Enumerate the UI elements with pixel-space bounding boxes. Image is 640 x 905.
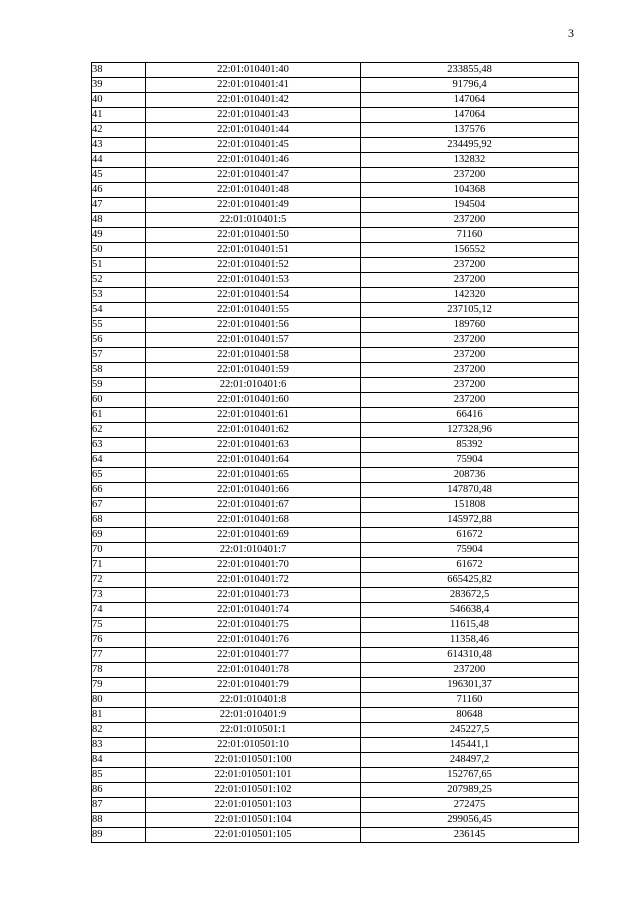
cadastral-number-cell: 22:01:010401:60 <box>146 393 361 408</box>
table-row <box>92 468 579 483</box>
cadastral-value-cell: 194504 <box>361 198 579 213</box>
row-number-cell: 43 <box>92 138 146 153</box>
cadastral-number-cell: 22:01:010401:42 <box>146 93 361 108</box>
table-row <box>92 693 579 708</box>
table-row <box>92 438 579 453</box>
row-number-cell: 41 <box>92 108 146 123</box>
cadastral-number-cell: 22:01:010401:52 <box>146 258 361 273</box>
cadastral-number-cell: 22:01:010401:45 <box>146 138 361 153</box>
cadastral-value-cell: 137576 <box>361 123 579 138</box>
row-number-cell: 58 <box>92 363 146 378</box>
cadastral-value-cell: 156552 <box>361 243 579 258</box>
cadastral-number-cell: 22:01:010401:64 <box>146 453 361 468</box>
cadastral-value-cell: 145441,1 <box>361 738 579 753</box>
row-number-cell: 70 <box>92 543 146 558</box>
table-row <box>92 783 579 798</box>
table-row <box>92 78 579 93</box>
table-row <box>92 543 579 558</box>
cadastral-number-cell: 22:01:010401:46 <box>146 153 361 168</box>
cadastral-value-cell: 665425,82 <box>361 573 579 588</box>
page-number: 3 <box>568 26 574 40</box>
table-row <box>92 138 579 153</box>
cadastral-number-cell: 22:01:010401:6 <box>146 378 361 393</box>
cadastral-number-cell: 22:01:010401:48 <box>146 183 361 198</box>
cadastral-value-cell: 237200 <box>361 348 579 363</box>
cadastral-value-cell: 104368 <box>361 183 579 198</box>
table-row <box>92 723 579 738</box>
cadastral-value-cell: 75904 <box>361 453 579 468</box>
cadastral-value-cell: 132832 <box>361 153 579 168</box>
cadastral-value-cell: 75904 <box>361 543 579 558</box>
cadastral-value-cell: 237200 <box>361 213 579 228</box>
cadastral-value-cell: 11358,46 <box>361 633 579 648</box>
table-body <box>92 63 579 843</box>
row-number-cell: 47 <box>92 198 146 213</box>
cadastral-value-cell: 208736 <box>361 468 579 483</box>
table-row <box>92 708 579 723</box>
cadastral-number-cell: 22:01:010501:104 <box>146 813 361 828</box>
row-number-cell: 65 <box>92 468 146 483</box>
cadastral-value-cell: 283672,5 <box>361 588 579 603</box>
table-row <box>92 663 579 678</box>
cadastral-number-cell: 22:01:010501:105 <box>146 828 361 843</box>
row-number-cell: 75 <box>92 618 146 633</box>
cadastral-value-cell: 237200 <box>361 273 579 288</box>
cadastral-number-cell: 22:01:010401:77 <box>146 648 361 663</box>
row-number-cell: 67 <box>92 498 146 513</box>
cadastral-value-cell: 237200 <box>361 258 579 273</box>
cadastral-number-cell: 22:01:010401:73 <box>146 588 361 603</box>
cadastral-number-cell: 22:01:010401:63 <box>146 438 361 453</box>
table-row <box>92 483 579 498</box>
cadastral-number-cell: 22:01:010401:76 <box>146 633 361 648</box>
table-row <box>92 603 579 618</box>
table-row <box>92 348 579 363</box>
table-row <box>92 63 579 78</box>
cadastral-number-cell: 22:01:010401:41 <box>146 78 361 93</box>
cadastral-number-cell: 22:01:010501:10 <box>146 738 361 753</box>
row-number-cell: 63 <box>92 438 146 453</box>
cadastral-value-cell: 237200 <box>361 663 579 678</box>
cadastral-number-cell: 22:01:010401:53 <box>146 273 361 288</box>
cadastral-number-cell: 22:01:010501:100 <box>146 753 361 768</box>
row-number-cell: 68 <box>92 513 146 528</box>
row-number-cell: 62 <box>92 423 146 438</box>
cadastral-number-cell: 22:01:010501:102 <box>146 783 361 798</box>
cadastral-value-cell: 147064 <box>361 108 579 123</box>
cadastral-value-cell: 11615,48 <box>361 618 579 633</box>
table-row <box>92 813 579 828</box>
table-row <box>92 498 579 513</box>
table-row <box>92 288 579 303</box>
row-number-cell: 56 <box>92 333 146 348</box>
cadastral-number-cell: 22:01:010401:50 <box>146 228 361 243</box>
row-number-cell: 55 <box>92 318 146 333</box>
row-number-cell: 44 <box>92 153 146 168</box>
cadastral-value-cell: 233855,48 <box>361 63 579 78</box>
table-row <box>92 618 579 633</box>
table-row <box>92 363 579 378</box>
cadastral-value-cell: 207989,25 <box>361 783 579 798</box>
cadastral-value-cell: 272475 <box>361 798 579 813</box>
row-number-cell: 85 <box>92 768 146 783</box>
cadastral-value-cell: 196301,37 <box>361 678 579 693</box>
row-number-cell: 49 <box>92 228 146 243</box>
row-number-cell: 59 <box>92 378 146 393</box>
row-number-cell: 60 <box>92 393 146 408</box>
cadastral-value-cell: 237200 <box>361 168 579 183</box>
cadastral-value-cell: 614310,48 <box>361 648 579 663</box>
cadastral-value-cell: 237200 <box>361 393 579 408</box>
cadastral-number-cell: 22:01:010401:8 <box>146 693 361 708</box>
table-row <box>92 768 579 783</box>
row-number-cell: 87 <box>92 798 146 813</box>
row-number-cell: 66 <box>92 483 146 498</box>
table-row <box>92 318 579 333</box>
table-row <box>92 243 579 258</box>
table-row <box>92 513 579 528</box>
table-row <box>92 423 579 438</box>
cadastral-value-cell: 80648 <box>361 708 579 723</box>
row-number-cell: 38 <box>92 63 146 78</box>
row-number-cell: 42 <box>92 123 146 138</box>
cadastral-number-cell: 22:01:010401:70 <box>146 558 361 573</box>
table-row <box>92 108 579 123</box>
row-number-cell: 78 <box>92 663 146 678</box>
row-number-cell: 46 <box>92 183 146 198</box>
row-number-cell: 84 <box>92 753 146 768</box>
row-number-cell: 52 <box>92 273 146 288</box>
row-number-cell: 64 <box>92 453 146 468</box>
row-number-cell: 88 <box>92 813 146 828</box>
row-number-cell: 53 <box>92 288 146 303</box>
cadastral-value-cell: 189760 <box>361 318 579 333</box>
table-row <box>92 408 579 423</box>
table-row <box>92 258 579 273</box>
table-row <box>92 453 579 468</box>
row-number-cell: 39 <box>92 78 146 93</box>
cadastral-value-cell: 236145 <box>361 828 579 843</box>
table-row <box>92 153 579 168</box>
cadastral-value-cell: 66416 <box>361 408 579 423</box>
table-row <box>92 573 579 588</box>
table-row <box>92 393 579 408</box>
table-row <box>92 528 579 543</box>
cadastral-number-cell: 22:01:010401:9 <box>146 708 361 723</box>
cadastral-number-cell: 22:01:010401:66 <box>146 483 361 498</box>
cadastral-value-cell: 71160 <box>361 228 579 243</box>
cadastral-number-cell: 22:01:010401:72 <box>146 573 361 588</box>
table-row <box>92 93 579 108</box>
cadastral-number-cell: 22:01:010401:44 <box>146 123 361 138</box>
cadastral-number-cell: 22:01:010401:75 <box>146 618 361 633</box>
cadastral-value-cell: 71160 <box>361 693 579 708</box>
row-number-cell: 69 <box>92 528 146 543</box>
table-row <box>92 183 579 198</box>
row-number-cell: 72 <box>92 573 146 588</box>
row-number-cell: 80 <box>92 693 146 708</box>
table-row <box>92 213 579 228</box>
cadastral-number-cell: 22:01:010401:43 <box>146 108 361 123</box>
cadastral-number-cell: 22:01:010401:68 <box>146 513 361 528</box>
table-row <box>92 123 579 138</box>
cadastral-number-cell: 22:01:010401:65 <box>146 468 361 483</box>
cadastral-number-cell: 22:01:010401:58 <box>146 348 361 363</box>
table-row <box>92 333 579 348</box>
cadastral-value-cell: 237200 <box>361 378 579 393</box>
cadastral-value-cell: 152767,65 <box>361 768 579 783</box>
cadastral-number-cell: 22:01:010401:59 <box>146 363 361 378</box>
cadastral-value-table <box>91 62 579 843</box>
cadastral-number-cell: 22:01:010401:5 <box>146 213 361 228</box>
table-row <box>92 648 579 663</box>
table-row <box>92 228 579 243</box>
cadastral-number-cell: 22:01:010501:1 <box>146 723 361 738</box>
cadastral-number-cell: 22:01:010401:61 <box>146 408 361 423</box>
cadastral-value-cell: 245227,5 <box>361 723 579 738</box>
cadastral-value-cell: 145972,88 <box>361 513 579 528</box>
table-row <box>92 738 579 753</box>
cadastral-number-cell: 22:01:010401:57 <box>146 333 361 348</box>
table-row <box>92 273 579 288</box>
table-row <box>92 678 579 693</box>
row-number-cell: 45 <box>92 168 146 183</box>
table-row <box>92 198 579 213</box>
row-number-cell: 81 <box>92 708 146 723</box>
cadastral-value-cell: 61672 <box>361 528 579 543</box>
table-row <box>92 168 579 183</box>
cadastral-number-cell: 22:01:010401:55 <box>146 303 361 318</box>
row-number-cell: 82 <box>92 723 146 738</box>
cadastral-number-cell: 22:01:010501:103 <box>146 798 361 813</box>
cadastral-value-cell: 237200 <box>361 333 579 348</box>
cadastral-value-cell: 147870,48 <box>361 483 579 498</box>
row-number-cell: 57 <box>92 348 146 363</box>
cadastral-number-cell: 22:01:010401:47 <box>146 168 361 183</box>
cadastral-value-cell: 546638,4 <box>361 603 579 618</box>
table-row <box>92 753 579 768</box>
cadastral-number-cell: 22:01:010501:101 <box>146 768 361 783</box>
row-number-cell: 89 <box>92 828 146 843</box>
row-number-cell: 74 <box>92 603 146 618</box>
cadastral-value-cell: 151808 <box>361 498 579 513</box>
table-row <box>92 828 579 843</box>
table-row <box>92 633 579 648</box>
cadastral-number-cell: 22:01:010401:69 <box>146 528 361 543</box>
cadastral-number-cell: 22:01:010401:49 <box>146 198 361 213</box>
row-number-cell: 50 <box>92 243 146 258</box>
cadastral-number-cell: 22:01:010401:56 <box>146 318 361 333</box>
cadastral-value-cell: 85392 <box>361 438 579 453</box>
cadastral-value-cell: 248497,2 <box>361 753 579 768</box>
cadastral-number-cell: 22:01:010401:74 <box>146 603 361 618</box>
cadastral-number-cell: 22:01:010401:79 <box>146 678 361 693</box>
cadastral-value-cell: 61672 <box>361 558 579 573</box>
table-row <box>92 588 579 603</box>
cadastral-number-cell: 22:01:010401:54 <box>146 288 361 303</box>
cadastral-value-cell: 142320 <box>361 288 579 303</box>
row-number-cell: 76 <box>92 633 146 648</box>
cadastral-number-cell: 22:01:010401:51 <box>146 243 361 258</box>
row-number-cell: 71 <box>92 558 146 573</box>
cadastral-number-cell: 22:01:010401:7 <box>146 543 361 558</box>
cadastral-value-cell: 234495,92 <box>361 138 579 153</box>
cadastral-value-cell: 237200 <box>361 363 579 378</box>
row-number-cell: 79 <box>92 678 146 693</box>
table-row <box>92 303 579 318</box>
row-number-cell: 40 <box>92 93 146 108</box>
row-number-cell: 54 <box>92 303 146 318</box>
row-number-cell: 48 <box>92 213 146 228</box>
row-number-cell: 73 <box>92 588 146 603</box>
row-number-cell: 83 <box>92 738 146 753</box>
cadastral-value-cell: 299056,45 <box>361 813 579 828</box>
table-row <box>92 378 579 393</box>
cadastral-value-cell: 127328,96 <box>361 423 579 438</box>
row-number-cell: 86 <box>92 783 146 798</box>
cadastral-number-cell: 22:01:010401:78 <box>146 663 361 678</box>
cadastral-value-cell: 237105,12 <box>361 303 579 318</box>
cadastral-number-cell: 22:01:010401:40 <box>146 63 361 78</box>
row-number-cell: 51 <box>92 258 146 273</box>
cadastral-value-cell: 147064 <box>361 93 579 108</box>
cadastral-value-cell: 91796,4 <box>361 78 579 93</box>
row-number-cell: 61 <box>92 408 146 423</box>
cadastral-number-cell: 22:01:010401:67 <box>146 498 361 513</box>
table-row <box>92 798 579 813</box>
row-number-cell: 77 <box>92 648 146 663</box>
table-row <box>92 558 579 573</box>
cadastral-number-cell: 22:01:010401:62 <box>146 423 361 438</box>
